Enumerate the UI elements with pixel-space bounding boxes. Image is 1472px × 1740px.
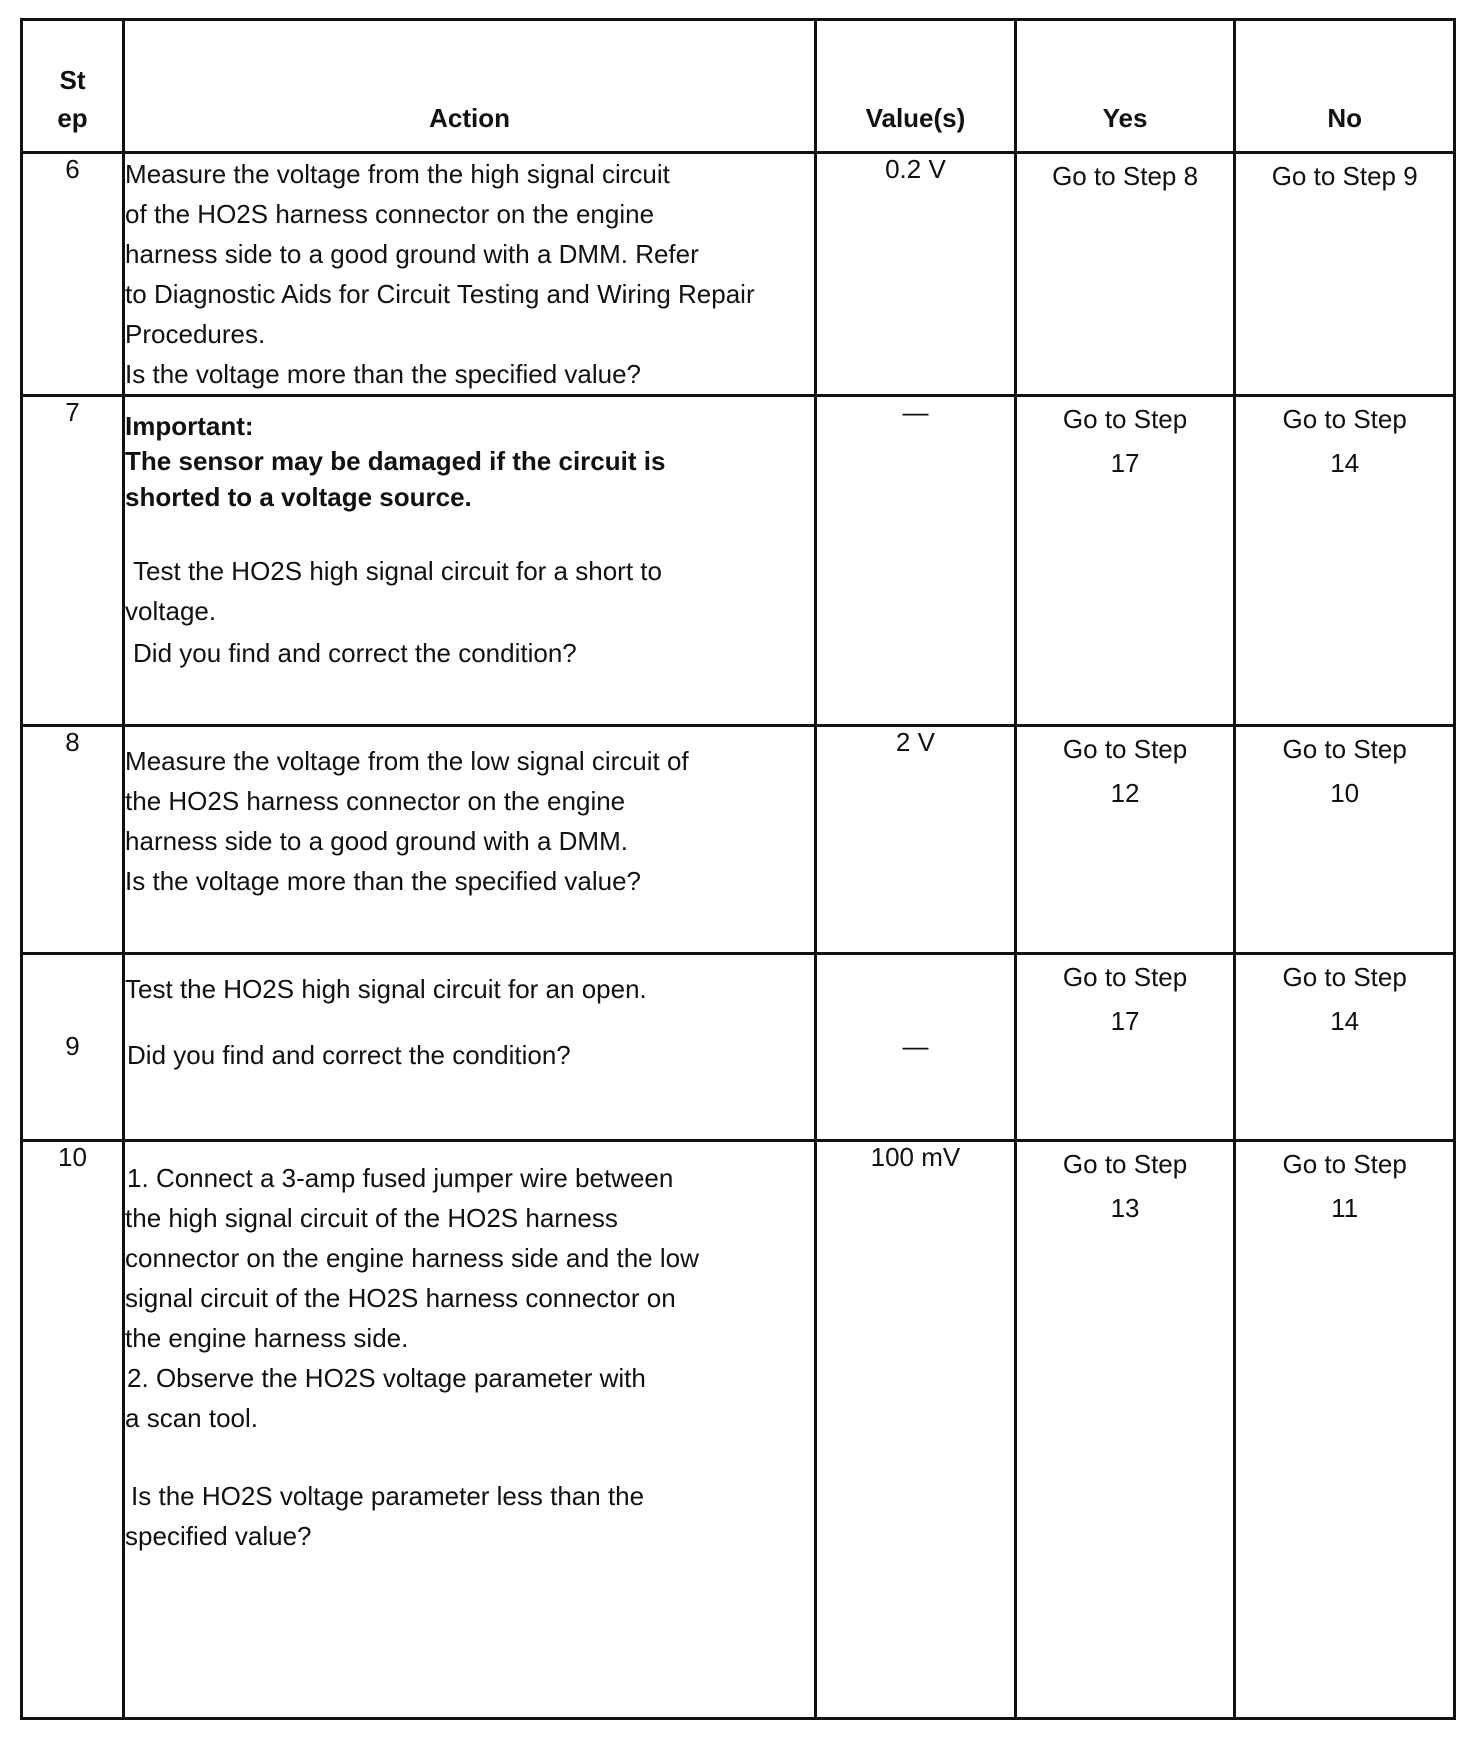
action-cell: Measure the voltage from the low signal circuit of the HO2S harness connector on the engine harness side to a good ground with a DMM. Is the voltage more than the specified value? xyxy=(124,726,816,954)
header-no: No xyxy=(1235,20,1455,153)
action-cell: Measure the voltage from the high signal circuit of the HO2S harness connector on the engine harness side to a good ground with a DMM. Refer to Diagnostic Aids for Circuit Testing and Wiring Repair Procedures. Is the voltage more than the specified value? xyxy=(124,153,816,396)
no-cell: Go to Step 14 xyxy=(1235,954,1455,1141)
important-label: Important: xyxy=(125,411,254,441)
header-step: St ep xyxy=(22,20,124,153)
yes-cell: Go to Step 17 xyxy=(1015,396,1235,726)
step-number: 10 xyxy=(22,1141,124,1719)
no-cell: Go to Step 9 xyxy=(1235,153,1455,396)
value-cell: 0.2 V xyxy=(816,153,1016,396)
step-number: 7 xyxy=(22,396,124,726)
table-row-step-8 xyxy=(22,726,1455,954)
table-row-step-7 xyxy=(22,396,1455,726)
step-number: 6 xyxy=(22,153,124,396)
action-cell: Important: The sensor may be damaged if the circuit is shorted to a voltage source. Test the HO2S high signal circuit for a short to voltage. Did you find and correct the condition? xyxy=(124,396,816,726)
step-number: 9 xyxy=(22,954,124,1141)
value-cell: 100 mV xyxy=(816,1141,1016,1719)
action-cell: Test the HO2S high signal circuit for an open. Did you find and correct the condition? xyxy=(124,954,816,1141)
table-row-step-9 xyxy=(22,954,1455,1141)
diagnostic-table xyxy=(20,18,1456,1720)
no-cell: Go to Step 10 xyxy=(1235,726,1455,954)
table-row-step-6 xyxy=(22,153,1455,396)
no-cell: Go to Step 11 xyxy=(1235,1141,1455,1719)
action-cell: 1. Connect a 3-amp fused jumper wire between the high signal circuit of the HO2S harness connector on the engine harness side and the low signal circuit of the HO2S harness connector on the engine harness side. 2. Observe the HO2S voltage parameter with a scan tool. Is the HO2S voltage parameter less than the specified value? xyxy=(124,1141,816,1719)
no-cell: Go to Step 14 xyxy=(1235,396,1455,726)
header-values: Value(s) xyxy=(816,20,1016,153)
step-number: 8 xyxy=(22,726,124,954)
table-row-step-10 xyxy=(22,1141,1455,1719)
yes-cell: Go to Step 13 xyxy=(1015,1141,1235,1719)
yes-cell: Go to Step 12 xyxy=(1015,726,1235,954)
value-cell: 2 V xyxy=(816,726,1016,954)
header-row xyxy=(22,20,1455,153)
yes-cell: Go to Step 17 xyxy=(1015,954,1235,1141)
value-cell: — xyxy=(816,954,1016,1141)
header-action: Action xyxy=(124,20,816,153)
header-yes: Yes xyxy=(1015,20,1235,153)
yes-cell: Go to Step 8 xyxy=(1015,153,1235,396)
value-cell: — xyxy=(816,396,1016,726)
